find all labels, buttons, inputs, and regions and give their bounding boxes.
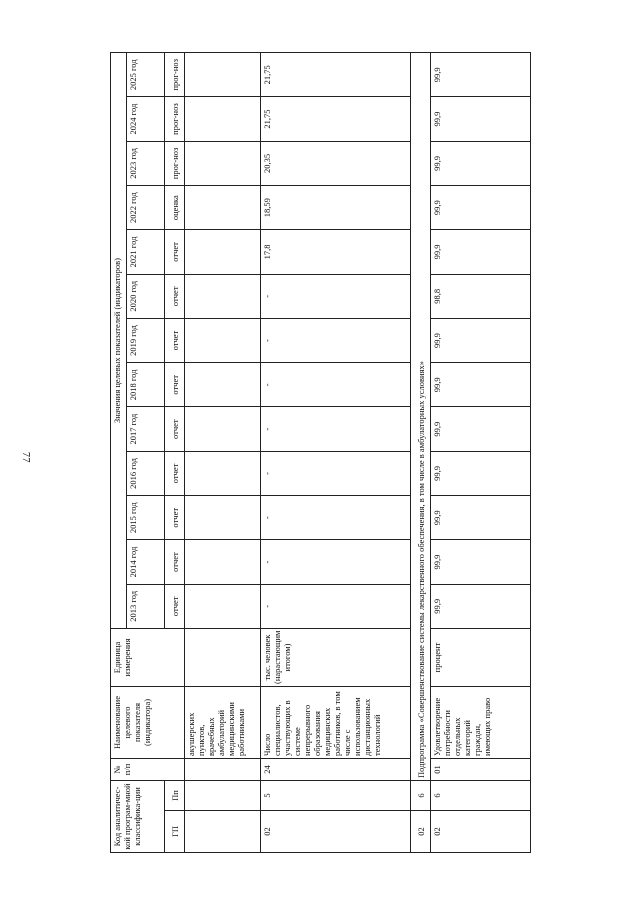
status-header: отчет <box>165 539 185 583</box>
year-header: 2023 год <box>127 141 165 185</box>
indicator-name-cell: Число специалистов, участвующих в системе непрерывного образования медицинских работников, в том числе с использованием дистанционных технологий <box>261 686 411 758</box>
status-header: отчет <box>165 584 185 628</box>
value-cell: - <box>261 495 411 539</box>
value-cell <box>185 584 261 628</box>
indicators-table <box>110 52 531 853</box>
year-header: 2022 год <box>127 185 165 229</box>
pp-cell: 6 <box>431 780 531 810</box>
value-cell: 99,9 <box>431 96 531 140</box>
status-header: отчет <box>165 229 185 273</box>
value-cell <box>185 407 261 451</box>
pp-cell <box>185 780 261 810</box>
value-cell <box>185 495 261 539</box>
value-cell: - <box>261 318 411 362</box>
indicator-name-header: Наименование целевого показателя (индикатора) <box>111 686 185 758</box>
value-cell: 98,8 <box>431 274 531 318</box>
indicator-name-cell: акушерских пунктов, врачебных амбулаторий медицинскими работниками <box>185 686 261 758</box>
value-cell: 21,75 <box>261 96 411 140</box>
value-cell: 99,9 <box>431 407 531 451</box>
value-cell: 99,9 <box>431 141 531 185</box>
value-cell <box>185 229 261 273</box>
gp-header: ГП <box>165 810 185 852</box>
value-cell <box>185 451 261 495</box>
value-cell: 99,9 <box>431 229 531 273</box>
subprogram-title: Подпрограмма «Совершенствование системы лекарственного обеспечения, в том числе в амбулаторных условиях» <box>411 52 431 780</box>
value-cell: - <box>261 584 411 628</box>
year-header: 2015 год <box>127 495 165 539</box>
subprogram-pp: 6 <box>411 780 431 810</box>
value-cell <box>185 96 261 140</box>
unit-header: Единица измерения <box>111 628 185 686</box>
value-cell: 99,9 <box>431 495 531 539</box>
values-header: Значения целевых показателей (индикаторов) <box>111 52 127 628</box>
value-cell <box>185 274 261 318</box>
value-cell: - <box>261 362 411 406</box>
unit-cell: тыс. человек (нарастающим итогом) <box>261 628 411 686</box>
status-header: отчет <box>165 274 185 318</box>
value-cell: - <box>261 407 411 451</box>
value-cell <box>185 362 261 406</box>
value-cell <box>185 52 261 96</box>
value-cell: - <box>261 451 411 495</box>
page-number: 77 <box>20 452 31 463</box>
value-cell: 99,9 <box>431 318 531 362</box>
status-header: прог-ноз <box>165 141 185 185</box>
pp-cell: 5 <box>261 780 411 810</box>
rotated-table-container <box>110 53 530 853</box>
value-cell: 99,9 <box>431 185 531 229</box>
number-cell: 01 <box>431 758 531 780</box>
value-cell: 18,59 <box>261 185 411 229</box>
year-header: 2019 год <box>127 318 165 362</box>
table-row <box>261 52 411 852</box>
year-header: 2013 год <box>127 584 165 628</box>
value-cell <box>185 185 261 229</box>
unit-cell: процент <box>431 628 531 686</box>
status-header: прог-ноз <box>165 52 185 96</box>
year-header: 2018 год <box>127 362 165 406</box>
subprogram-row <box>411 52 431 852</box>
code-header: Код аналитичес-кой програм-мной классифика-ции <box>111 780 165 852</box>
status-header: отчет <box>165 362 185 406</box>
table-row <box>185 52 261 852</box>
indicator-name-cell: Удовлетворение потребности отдельных категорий граждан, имеющих право <box>431 686 531 758</box>
value-cell: 21,75 <box>261 52 411 96</box>
value-cell: 20,35 <box>261 141 411 185</box>
unit-cell <box>185 628 261 686</box>
status-header: отчет <box>165 407 185 451</box>
value-cell: 99,9 <box>431 52 531 96</box>
number-cell <box>185 758 261 780</box>
value-cell: - <box>261 274 411 318</box>
value-cell <box>185 539 261 583</box>
number-header: № п/п <box>111 758 185 780</box>
year-header: 2024 год <box>127 96 165 140</box>
pp-header: Пп <box>165 780 185 810</box>
value-cell: - <box>261 539 411 583</box>
subprogram-gp: 02 <box>411 810 431 852</box>
year-header: 2017 год <box>127 407 165 451</box>
year-header: 2014 год <box>127 539 165 583</box>
status-header: отчет <box>165 318 185 362</box>
status-header: отчет <box>165 451 185 495</box>
gp-cell <box>185 810 261 852</box>
gp-cell: 02 <box>261 810 411 852</box>
year-header: 2020 год <box>127 274 165 318</box>
gp-cell: 02 <box>431 810 531 852</box>
value-cell: 17,8 <box>261 229 411 273</box>
year-header: 2016 год <box>127 451 165 495</box>
status-header: прог-ноз <box>165 96 185 140</box>
value-cell <box>185 318 261 362</box>
value-cell <box>185 141 261 185</box>
status-header: отчет <box>165 495 185 539</box>
table-row <box>431 52 531 852</box>
year-header: 2021 год <box>127 229 165 273</box>
value-cell: 99,9 <box>431 584 531 628</box>
value-cell: 99,9 <box>431 539 531 583</box>
status-header: оценка <box>165 185 185 229</box>
number-cell: 24 <box>261 758 411 780</box>
value-cell: 99,9 <box>431 451 531 495</box>
value-cell: 99,9 <box>431 362 531 406</box>
year-header: 2025 год <box>127 52 165 96</box>
